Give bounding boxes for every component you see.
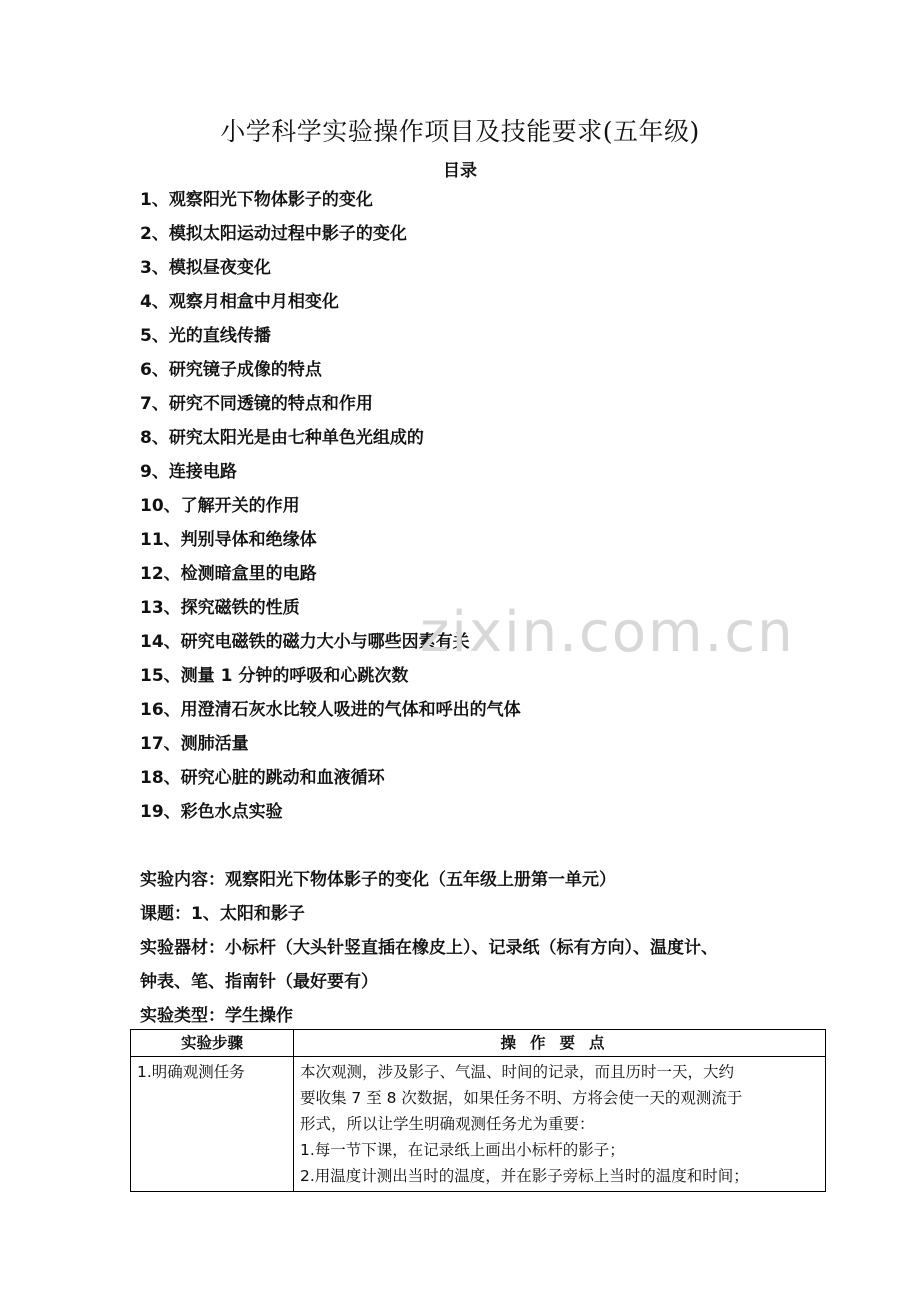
toc-item: 12、检测暗盒里的电路 — [140, 564, 317, 584]
experiment-topic-value: 1、太阳和影子 — [191, 904, 305, 924]
toc-item: 2、模拟太阳运动过程中影子的变化 — [140, 224, 407, 244]
toc-item: 9、连接电路 — [140, 462, 237, 482]
toc-item: 19、彩色水点实验 — [140, 802, 283, 822]
page-title: 小学科学实验操作项目及技能要求(五年级) — [220, 117, 700, 146]
step-cell: 1.明确观测任务 — [131, 1057, 294, 1192]
toc-item: 3、模拟昼夜变化 — [140, 258, 271, 278]
toc-item: 7、研究不同透镜的特点和作用 — [140, 394, 373, 414]
experiment-equipment-value: 小标杆（大头针竖直插在橡皮上）、记录纸（标有方向）、温度计、 — [225, 938, 718, 958]
toc-item: 13、探究磁铁的性质 — [140, 598, 300, 618]
toc-item: 1、观察阳光下物体影子的变化 — [140, 190, 373, 210]
experiment-type-value: 学生操作 — [225, 1006, 293, 1026]
point-line: 要收集 7 至 8 次数据，如果任务不明、方将会使一天的观测流于 — [300, 1089, 743, 1107]
toc-item: 18、研究心脏的跳动和血液循环 — [140, 768, 385, 788]
table-row — [131, 1057, 826, 1192]
toc-item: 5、光的直线传播 — [140, 326, 271, 346]
point-line: 本次观测，涉及影子、气温、时间的记录，而且历时一天，大约 — [300, 1063, 735, 1081]
experiment-info — [140, 866, 840, 1036]
experiment-type-label: 实验类型： — [140, 1006, 225, 1026]
experiment-content-label: 实验内容： — [140, 870, 225, 890]
table-of-contents — [140, 186, 521, 832]
point-line: 形式，所以让学生明确观测任务尤为重要： — [300, 1115, 595, 1133]
toc-item: 6、研究镜子成像的特点 — [140, 360, 322, 380]
procedure-table — [130, 1029, 826, 1192]
toc-item: 4、观察月相盒中月相变化 — [140, 292, 339, 312]
point-line: 1.每一节下课，在记录纸上画出小标杆的影子； — [300, 1141, 625, 1159]
toc-item: 16、用澄清石灰水比较人吸进的气体和呼出的气体 — [140, 700, 521, 720]
experiment-content — [140, 866, 840, 900]
toc-item: 17、测肺活量 — [140, 734, 249, 754]
point-line: 2.用温度计测出当时的温度，并在影子旁标上当时的温度和时间； — [300, 1167, 749, 1185]
experiment-topic-label: 课题： — [140, 904, 191, 924]
experiment-equipment-label: 实验器材： — [140, 938, 225, 958]
points-cell — [294, 1057, 826, 1192]
toc-item: 14、研究电磁铁的磁力大小与哪些因素有关 — [140, 632, 470, 652]
experiment-equipment — [140, 934, 840, 968]
experiment-equipment-continued — [140, 968, 840, 1002]
experiment-equipment-value-continued: 钟表、笔、指南针（最好要有） — [140, 972, 378, 992]
toc-item: 8、研究太阳光是由七种单色光组成的 — [140, 428, 424, 448]
header-key-points: 操作要点 — [294, 1030, 826, 1057]
experiment-content-value: 观察阳光下物体影子的变化（五年级上册第一单元） — [225, 870, 616, 890]
header-step: 实验步骤 — [131, 1030, 294, 1057]
watermark: zixin.com.cn — [420, 600, 795, 665]
toc-heading: 目录 — [443, 161, 477, 181]
toc-item: 10、了解开关的作用 — [140, 496, 300, 516]
table-header-row — [131, 1030, 826, 1057]
toc-item: 11、判别导体和绝缘体 — [140, 530, 317, 550]
toc-item: 15、测量 1 分钟的呼吸和心跳次数 — [140, 666, 409, 686]
experiment-topic — [140, 900, 840, 934]
